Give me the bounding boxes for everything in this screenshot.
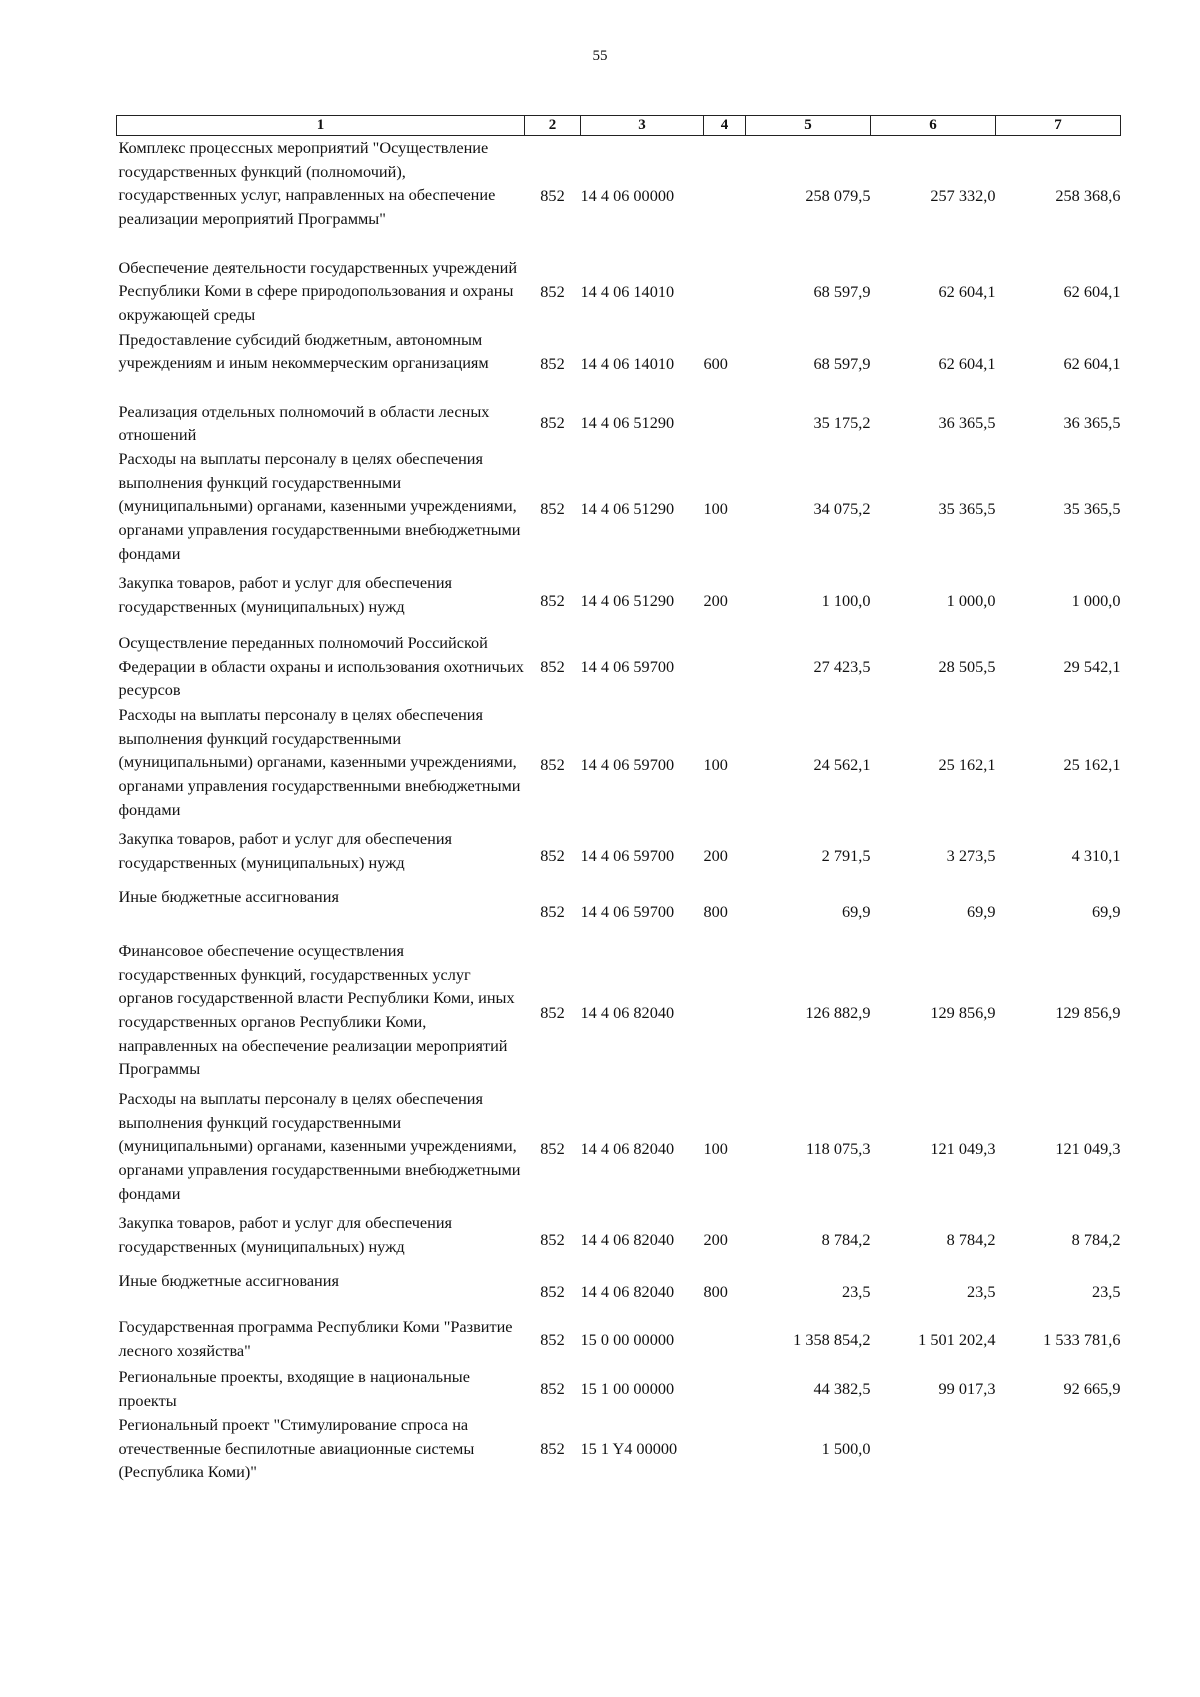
row-expense-type: 100 [703, 1139, 728, 1159]
row-expense-type [704, 1365, 746, 1413]
table-row [117, 827, 1121, 885]
row-admin-code: 852 [540, 1282, 565, 1302]
row-value-col6: 28 505,5 [938, 657, 996, 677]
row-admin-code: 852 [540, 1439, 565, 1459]
row-value-col7: 121 049,3 [1055, 1139, 1121, 1159]
table-row [117, 703, 1121, 827]
column-header-6: 6 [871, 116, 996, 136]
row-value-col7: 92 665,9 [1063, 1379, 1121, 1399]
row-value-col5: 2 791,5 [821, 846, 871, 866]
row-value-col6: 8 784,2 [946, 1230, 996, 1250]
row-value-col7 [996, 1413, 1121, 1485]
row-expense-type: 200 [703, 591, 728, 611]
row-expense-type: 800 [703, 902, 728, 922]
row-target-code: 15 0 00 00000 [580, 1330, 675, 1350]
row-target-code: 14 4 06 51290 [580, 499, 675, 519]
column-header-7: 7 [996, 116, 1121, 136]
row-admin-code: 852 [540, 846, 565, 866]
table-row [117, 1211, 1121, 1269]
row-expense-type: 200 [703, 846, 728, 866]
row-value-col5: 23,5 [842, 1282, 871, 1302]
row-target-code: 14 4 06 14010 [580, 353, 675, 373]
row-value-col6: 99 017,3 [938, 1379, 996, 1399]
row-value-col5: 35 175,2 [813, 413, 871, 433]
row-value-col5: 69,9 [842, 902, 871, 922]
row-name: Обеспечение деятельности государственных учреждений Республики Коми в сфере природопользования и охраны окружающей среды [118, 257, 518, 324]
row-target-code: 14 4 06 82040 [580, 1282, 675, 1302]
table-row [117, 1315, 1121, 1365]
row-value-col6 [871, 1413, 996, 1485]
row-name: Комплекс процессных мероприятий "Осуществление государственных функций (полномочий), государственных услуг, направленных на обеспечение реализации мероприятий Программы" [118, 138, 496, 229]
row-target-code: 14 4 06 59700 [580, 846, 675, 866]
row-name: Государственная программа Республики Коми "Развитие лесного хозяйства" [118, 1316, 513, 1360]
row-value-col7: 1 000,0 [1071, 591, 1121, 611]
row-name: Иные бюджетные ассигнования [118, 886, 339, 906]
row-value-col6: 23,5 [967, 1282, 996, 1302]
row-admin-code: 852 [540, 281, 565, 301]
row-expense-type [704, 1315, 746, 1365]
row-value-col6: 121 049,3 [930, 1139, 996, 1159]
row-value-col5: 1 358 854,2 [793, 1330, 871, 1350]
row-admin-code: 852 [540, 902, 565, 922]
row-expense-type [704, 256, 746, 328]
row-expense-type: 200 [703, 1230, 728, 1250]
row-admin-code: 852 [540, 1230, 565, 1250]
row-target-code: 15 1 Y4 00000 [580, 1439, 678, 1459]
header-row [117, 116, 1121, 136]
row-value-col6: 62 604,1 [938, 281, 996, 301]
row-admin-code: 852 [540, 755, 565, 775]
row-value-col6: 69,9 [967, 902, 996, 922]
row-value-col7: 69,9 [1092, 902, 1121, 922]
row-value-col5: 258 079,5 [805, 185, 871, 205]
row-expense-type: 100 [703, 755, 728, 775]
row-value-col7: 29 542,1 [1063, 657, 1121, 677]
row-value-col7: 8 784,2 [1071, 1230, 1121, 1250]
row-value-col5: 118 075,3 [805, 1139, 871, 1159]
budget-table [116, 115, 1121, 1485]
row-admin-code: 852 [540, 1379, 565, 1399]
row-value-col5: 24 562,1 [813, 755, 871, 775]
row-value-col5: 34 075,2 [813, 499, 871, 519]
column-header-5: 5 [746, 116, 871, 136]
row-value-col7: 1 533 781,6 [1043, 1330, 1121, 1350]
table-row [117, 447, 1121, 571]
row-expense-type: 600 [703, 353, 728, 373]
table-row [117, 939, 1121, 1087]
row-expense-type: 100 [703, 499, 728, 519]
row-name: Закупка товаров, работ и услуг для обеспечения государственных (муниципальных) нужд [118, 828, 453, 872]
row-value-col7: 35 365,5 [1063, 499, 1121, 519]
table-row [117, 1365, 1121, 1413]
table-row [117, 400, 1121, 447]
column-header-2: 2 [525, 116, 581, 136]
row-value-col6: 1 501 202,4 [918, 1330, 996, 1350]
row-name: Региональный проект "Стимулирование спроса на отечественные беспилотные авиационные системы (Республика Коми)" [118, 1414, 475, 1482]
table-row [117, 885, 1121, 939]
column-header-1: 1 [117, 116, 525, 136]
page-number: 55 [592, 48, 608, 64]
row-value-col6: 36 365,5 [938, 413, 996, 433]
row-name: Расходы на выплаты персоналу в целях обеспечения выполнения функций государственными (муниципальными) органами, казенными учреждениями, органами управления государственными внебюджетными фондами [118, 448, 521, 563]
row-name: Осуществление переданных полномочий Российской Федерации в области охраны и использования охотничьих ресурсов [118, 632, 524, 700]
row-target-code: 14 4 06 59700 [580, 755, 675, 775]
row-value-col6: 257 332,0 [930, 185, 996, 205]
row-admin-code: 852 [540, 1330, 565, 1350]
row-target-code: 14 4 06 00000 [580, 185, 675, 205]
row-target-code: 14 4 06 59700 [580, 902, 675, 922]
row-target-code: 14 4 06 51290 [580, 591, 675, 611]
row-value-col7: 23,5 [1092, 1282, 1121, 1302]
row-value-col6: 25 162,1 [938, 755, 996, 775]
row-value-col7: 36 365,5 [1063, 413, 1121, 433]
row-value-col7: 258 368,6 [1055, 185, 1121, 205]
row-name: Региональные проекты, входящие в национальные проекты [118, 1366, 470, 1410]
row-admin-code: 852 [540, 353, 565, 373]
row-expense-type [704, 400, 746, 447]
row-target-code: 14 4 06 82040 [580, 1139, 675, 1159]
row-target-code: 14 4 06 51290 [580, 413, 675, 433]
row-name: Иные бюджетные ассигнования [118, 1270, 339, 1290]
row-expense-type [704, 136, 746, 256]
row-value-col7: 62 604,1 [1063, 353, 1121, 373]
row-value-col5: 68 597,9 [813, 353, 871, 373]
table-row [117, 631, 1121, 703]
row-name: Предоставление субсидий бюджетным, автономным учреждениям и иным некоммерческим организациям [118, 329, 489, 373]
row-value-col5: 1 500,0 [821, 1439, 871, 1459]
row-admin-code: 852 [540, 591, 565, 611]
row-name: Расходы на выплаты персоналу в целях обеспечения выполнения функций государственными (муниципальными) органами, казенными учреждениями, органами управления государственными внебюджетными фондами [118, 1088, 521, 1203]
row-target-code: 14 4 06 82040 [580, 1003, 675, 1023]
row-admin-code: 852 [540, 1003, 565, 1023]
row-admin-code: 852 [540, 657, 565, 677]
row-value-col7: 62 604,1 [1063, 281, 1121, 301]
row-value-col5: 1 100,0 [821, 591, 871, 611]
row-value-col5: 68 597,9 [813, 281, 871, 301]
table-row [117, 136, 1121, 256]
row-value-col6: 62 604,1 [938, 353, 996, 373]
row-value-col5: 44 382,5 [813, 1379, 871, 1399]
row-value-col6: 35 365,5 [938, 499, 996, 519]
row-value-col7: 4 310,1 [1071, 846, 1121, 866]
table-row [117, 1087, 1121, 1211]
row-value-col5: 8 784,2 [821, 1230, 871, 1250]
row-name: Закупка товаров, работ и услуг для обеспечения государственных (муниципальных) нужд [118, 572, 453, 616]
row-value-col6: 129 856,9 [930, 1003, 996, 1023]
row-admin-code: 852 [540, 185, 565, 205]
table-row [117, 1413, 1121, 1485]
row-value-col6: 3 273,5 [946, 846, 996, 866]
row-expense-type: 800 [703, 1282, 728, 1302]
row-target-code: 14 4 06 82040 [580, 1230, 675, 1250]
row-value-col7: 25 162,1 [1063, 755, 1121, 775]
row-expense-type [704, 939, 746, 1087]
row-target-code: 14 4 06 59700 [580, 657, 675, 677]
row-name: Закупка товаров, работ и услуг для обеспечения государственных (муниципальных) нужд [118, 1212, 453, 1256]
row-admin-code: 852 [540, 499, 565, 519]
row-admin-code: 852 [540, 413, 565, 433]
row-name: Расходы на выплаты персоналу в целях обеспечения выполнения функций государственными (муниципальными) органами, казенными учреждениями, органами управления государственными внебюджетными фондами [118, 704, 521, 819]
table-row [117, 328, 1121, 400]
row-value-col5: 27 423,5 [813, 657, 871, 677]
column-header-3: 3 [581, 116, 704, 136]
column-header-4: 4 [704, 116, 746, 136]
table-row [117, 571, 1121, 631]
row-value-col7: 129 856,9 [1055, 1003, 1121, 1023]
row-target-code: 14 4 06 14010 [580, 281, 675, 301]
row-name: Реализация отдельных полномочий в области лесных отношений [118, 401, 490, 445]
row-target-code: 15 1 00 00000 [580, 1379, 675, 1399]
row-value-col5: 126 882,9 [805, 1003, 871, 1023]
table-row [117, 256, 1121, 328]
row-expense-type [704, 1413, 746, 1485]
row-admin-code: 852 [540, 1139, 565, 1159]
table-row [117, 1269, 1121, 1315]
row-expense-type [704, 631, 746, 703]
row-value-col6: 1 000,0 [946, 591, 996, 611]
row-name: Финансовое обеспечение осуществления государственных функций, государственных услуг органов государственной власти Республики Коми, иных государственных органов Республики Коми, направленных на обеспечение реализации мероприятий Программы [118, 940, 515, 1079]
